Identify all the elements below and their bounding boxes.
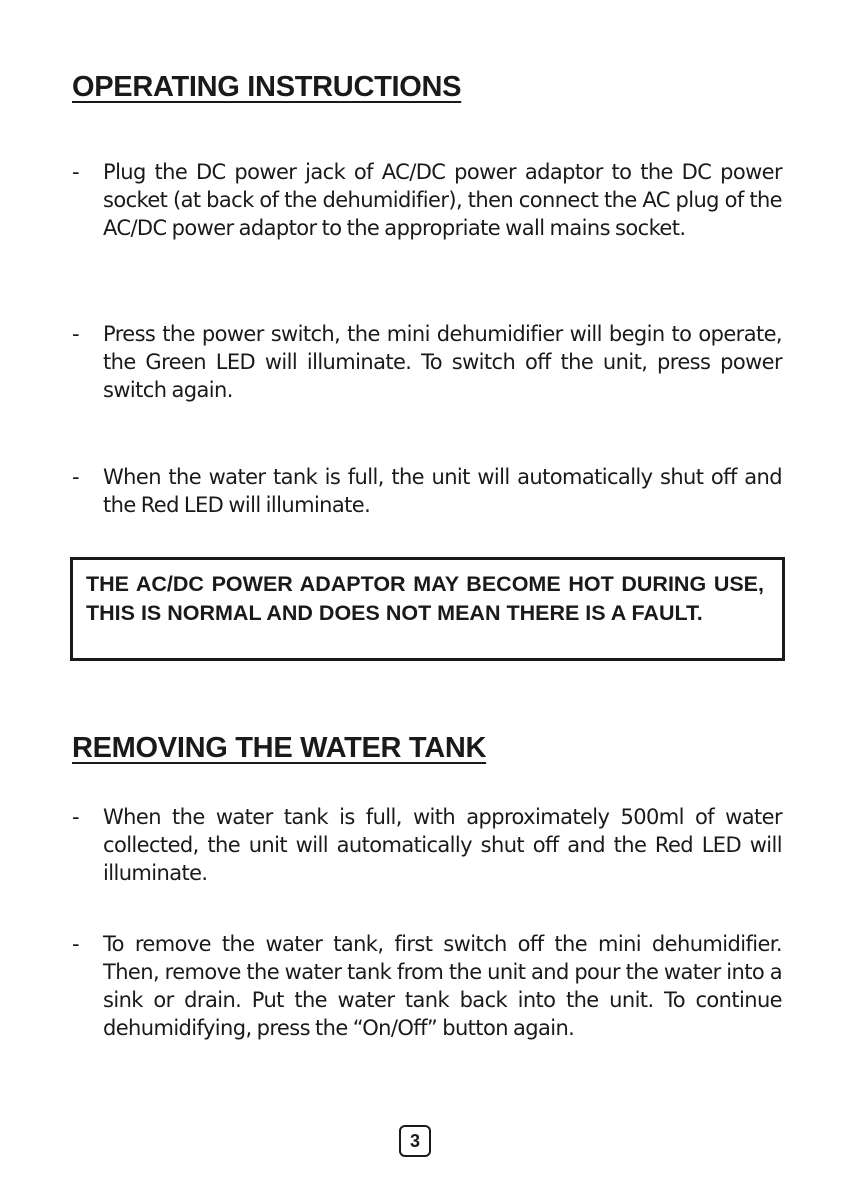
operating-bullet-text: Press the power switch, the mini dehumidifier will begin to operate, the Green LED will illuminate. To switch off the unit, press power switch again.: [103, 322, 782, 402]
operating-instructions-heading: OPERATING INSTRUCTIONS: [72, 71, 462, 103]
bullet-dash: -: [72, 932, 80, 956]
removing-bullet-text: When the water tank is full, with approximately 500ml of water collected, the unit will automatically shut off and the Red LED will illuminate.: [103, 805, 782, 885]
operating-bullet-text: Plug the DC power jack of AC/DC power adaptor to the DC power socket (at back of the dehumidifier), then connect the AC plug of the AC/DC power adaptor to the appropriate wall mains socket.: [103, 160, 782, 240]
removing-bullet-text: To remove the water tank, first switch off the mini dehumidifier. Then, remove the water tank from the unit and pour the water into a sink or drain. Put the water tank back into the unit. To continue dehumidifying, press the “On/Off” button again.: [103, 932, 782, 1040]
removing-water-tank-heading: REMOVING THE WATER TANK: [72, 732, 487, 764]
hot-adaptor-warning-box: [70, 557, 785, 661]
operating-bullet-power-adaptor: [72, 158, 782, 242]
bullet-dash: -: [72, 805, 80, 829]
page-number: 3: [399, 1125, 431, 1157]
bullet-dash: -: [72, 160, 80, 184]
operating-bullet-tank-full: [72, 463, 782, 519]
bullet-dash: -: [72, 322, 80, 346]
removing-bullet-remove-tank: [72, 930, 782, 1042]
operating-bullet-text: When the water tank is full, the unit will automatically shut off and the Red LED will illuminate.: [103, 465, 782, 517]
bullet-dash: -: [72, 465, 80, 489]
warning-text: THE AC/DC POWER ADAPTOR MAY BECOME HOT DURING USE, THIS IS NORMAL AND DOES NOT MEAN THERE IS A FAULT.: [86, 572, 764, 625]
operating-bullet-power-switch: [72, 320, 782, 404]
removing-bullet-tank-full: [72, 803, 782, 887]
